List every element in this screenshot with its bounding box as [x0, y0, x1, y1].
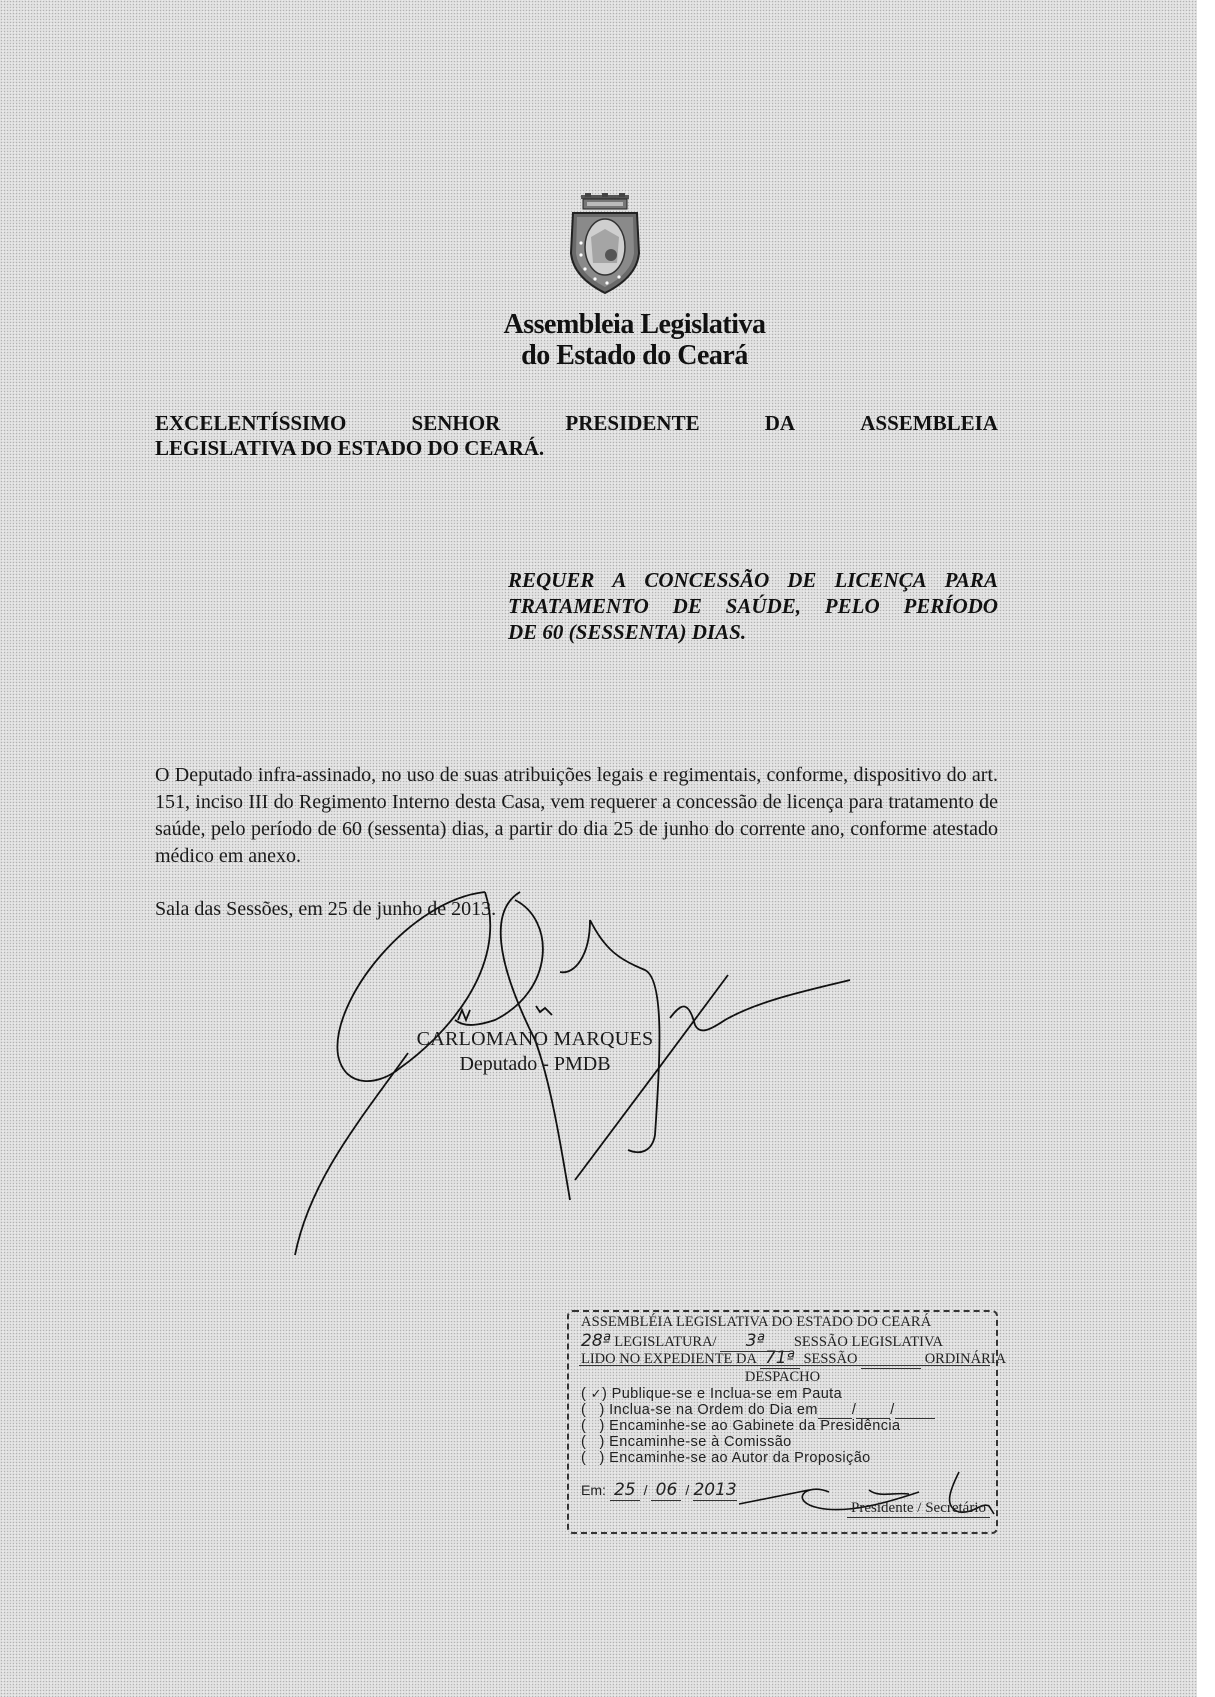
- subject-word: REQUER: [508, 568, 595, 592]
- stamp-option-label: Encaminhe-se à Comissão: [609, 1434, 792, 1450]
- stamp-option-label: Publique-se e Inclua-se em Pauta: [611, 1386, 843, 1402]
- addressee-word: DA: [764, 411, 796, 435]
- president-signature: [719, 1462, 1009, 1532]
- signatory-role: Deputado - PMDB: [459, 1053, 611, 1075]
- stamp-sessao-legislativa-label: SESSÃO LEGISLATIVA: [793, 1334, 944, 1350]
- stamp-em-label: Em:: [581, 1482, 606, 1498]
- addressee: [155, 411, 998, 461]
- institution-name-line2: do Estado do Ceará: [521, 340, 748, 371]
- stamp-lido-label: LIDO NO EXPEDIENTE DA: [581, 1351, 757, 1367]
- stamp-despacho-label: DESPACHO: [744, 1369, 821, 1385]
- place-and-date: Sala das Sessões, em 25 de junho de 2013.: [155, 898, 497, 920]
- stamp-date-year: 2013: [693, 1480, 737, 1500]
- reception-stamp: [567, 1310, 1007, 1534]
- subject-heading: [508, 567, 998, 645]
- stamp-title: ASSEMBLÉIA LEGISLATIVA DO ESTADO DO CEARÁ: [581, 1314, 932, 1330]
- subject-word: LICENÇA: [834, 568, 927, 592]
- subject-word: PERÍODO: [903, 594, 998, 618]
- institution-name-line1: Assembleia Legislativa: [503, 309, 766, 340]
- stamp-date-month: 06: [651, 1480, 681, 1501]
- addressee-line2: LEGISLATIVA DO ESTADO DO CEARÁ.: [155, 436, 545, 460]
- stamp-option[interactable]: ( ✓) Publique-se e Inclua-se em Pauta: [581, 1386, 843, 1402]
- ceara-coat-of-arms-icon: [567, 193, 643, 295]
- stamp-ordinaria-label: ORDINÁRIA: [924, 1351, 1007, 1367]
- stamp-option[interactable]: ( ) Encaminhe-se ao Autor da Proposição: [581, 1450, 871, 1466]
- subject-line3: DE 60 (SESSENTA) DIAS.: [508, 620, 747, 644]
- check-mark-icon: ✓: [590, 1387, 602, 1402]
- stamp-option[interactable]: ( ) Inclua-se na Ordem do Dia em / /: [581, 1402, 988, 1419]
- stamp-option-label: Inclua-se na Ordem do Dia em: [609, 1402, 818, 1418]
- stamp-option[interactable]: ( ) Encaminhe-se ao Gabinete da Presidência: [581, 1418, 901, 1434]
- addressee-word: SENHOR: [411, 411, 501, 435]
- subject-line1: [508, 567, 998, 593]
- subject-word: TRATAMENTO: [508, 594, 649, 618]
- stamp-role-label: Presidente / Secretário: [847, 1500, 990, 1518]
- stamp-option-label: Encaminhe-se ao Gabinete da Presidência: [609, 1418, 901, 1434]
- subject-word: PELO: [824, 594, 880, 618]
- subject-word: PARA: [944, 568, 998, 592]
- request-paragraph: O Deputado infra-assinado, no uso de suas atribuições legais e regimentais, conforme, dispositivo do art. 151, inciso III do Regimento Interno desta Casa, vem requerer a concessão de licença para tratamento de saúde, pelo período de 60 (sessenta) dias, a partir do dia 25 de junho do corrente ano, conforme atestado médico em anexo.: [155, 764, 998, 867]
- subject-word: DE: [672, 594, 702, 618]
- subject-line2: [508, 593, 998, 619]
- addressee-word: PRESIDENTE: [565, 411, 700, 435]
- addressee-word: ASSEMBLEIA: [860, 411, 998, 435]
- stamp-option[interactable]: ( ) Encaminhe-se à Comissão: [581, 1434, 792, 1450]
- stamp-legislatura-label: LEGISLATURA/: [614, 1334, 717, 1350]
- subject-word: SAÚDE,: [725, 594, 801, 618]
- subject-word: DE: [787, 568, 817, 592]
- stamp-date-day: 25: [610, 1480, 640, 1501]
- stamp-option-label: Encaminhe-se ao Autor da Proposição: [609, 1450, 871, 1466]
- addressee-word: EXCELENTÍSSIMO: [155, 411, 347, 435]
- stamp-sessao-value: 3ª: [745, 1331, 765, 1351]
- stamp-blank: [861, 1351, 921, 1369]
- stamp-sessao-label: SESSÃO: [803, 1351, 858, 1367]
- stamp-lido-value: 71ª: [764, 1348, 795, 1368]
- stamp-divider: [579, 1365, 990, 1366]
- subject-word: CONCESSÃO: [644, 568, 770, 592]
- stamp-date-row: Em: 25 / 06 / 2013: [581, 1480, 737, 1500]
- addressee-line1: [155, 411, 998, 436]
- subject-word: A: [612, 568, 627, 592]
- stamp-legislatura-value: 28ª: [581, 1331, 611, 1351]
- signatory-name: CARLOMANO MARQUES: [416, 1028, 654, 1050]
